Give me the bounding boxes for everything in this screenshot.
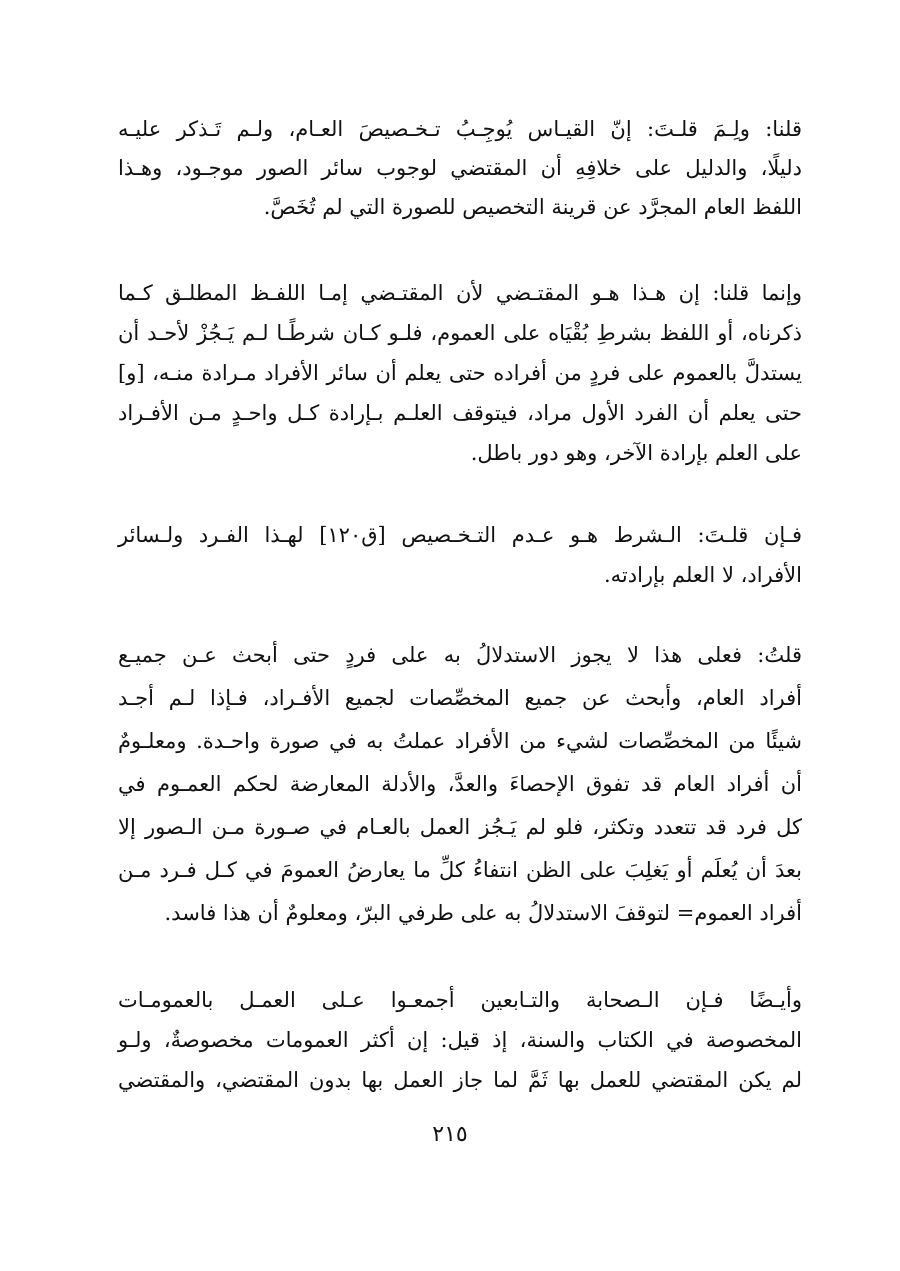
paragraph-4 [118,634,802,935]
text-line: الأفراد، لا العلم بإرادته. [603,563,802,587]
text-line: فـإن قلـتَ: الـشرط هـو عـدم التـخـصيص [ق١٢٠] لهـذا الفـرد ولـسائر [118,523,802,547]
paragraph-5 [118,980,802,1100]
paragraph-3 [118,515,802,595]
text-line: ذكرناه، أو اللفظ بشرطِ بُقْيَاه على العموم، فلـو كـان شرطًـا لـم يَـجُزْ لأحـد أن [118,321,802,345]
paragraph-1 [118,110,802,227]
text-line: قلتُ: فعلى هذا لا يجوز الاستدلالُ به على فردٍ حتى أبحث عـن جميـع [118,643,802,667]
text-line: حتى يعلم أن الفرد الأول مراد، فيتوقف العلـم بـإرادة كـل واحـدٍ مـن الأفـراد [118,401,802,425]
text-line: لم يكن المقتضي للعمل بها ثَمَّ لما جاز العمل بها بدون المقتضي، والمقتضي [118,1068,802,1092]
paragraph-2 [118,273,802,473]
text-line: وأيـضًا فـإن الـصحابة والتـابعين أجمعـوا عـلى العمـل بالعمومـات [118,988,802,1012]
text-line: دليلًا، والدليل على خلافِهِ أن المقتضي لوجوب سائر الصور موجـود، وهـذا [118,156,802,180]
text-line: كل فرد قد تتعدد وتكثر، فلو لم يَـجُز العمل بالعـام في صـورة مـن الـصور إلا [118,815,802,839]
text-line: أن أفراد العام قد تفوق الإحصاءَ والعدَّ، والأدلة المعارضة لحكم العمـوم في [118,772,802,796]
text-line: أفراد العام، وأبحث عن جميع المخصِّصات لجميع الأفـراد، فـإذا لـم أجـد [118,686,802,710]
text-line: شيئًا من المخصِّصات لشيء من الأفراد عملتُ به في صورة واحـدة. ومعلـومٌ [118,729,802,753]
text-line: المخصوصة في الكتاب والسنة، إذ قيل: إن أكثر العمومات مخصوصةٌ، ولـو [118,1028,802,1052]
text-line: على العلم بإرادة الآخر، وهو دور باطل. [470,441,802,465]
text-line: يستدلَّ بالعموم على فردٍ من أفراده حتى يعلم أن سائر الأفراد مـرادة منـه، [و] [118,361,802,385]
page-number: ٢١٥ [432,1122,468,1147]
text-line: قلنا: ولِـمَ قلـتَ: إنّ القيـاس يُوجِـبُ تـخـصيصَ العـام، ولـم تَـذكر عليـه [118,117,802,141]
text-line: وإنما قلنا: إن هـذا هـو المقتـضي لأن المقتـضي إمـا اللفـظ المطلـق كـما [118,281,802,305]
text-line: اللفظ العام المجرَّد عن قرينة التخصيص للصورة التي لم تُخَصَّ. [263,195,802,219]
text-line: أفراد العموم= لتوقفَ الاستدلالُ به على طرفي البرّ، ومعلومٌ أن هذا فاسد. [164,901,802,925]
text-line: بعدَ أن يُعلَم أو يَغلِبَ على الظن انتفاءُ كلِّ ما يعارضُ العمومَ في كـل فـرد مـن [118,858,802,882]
